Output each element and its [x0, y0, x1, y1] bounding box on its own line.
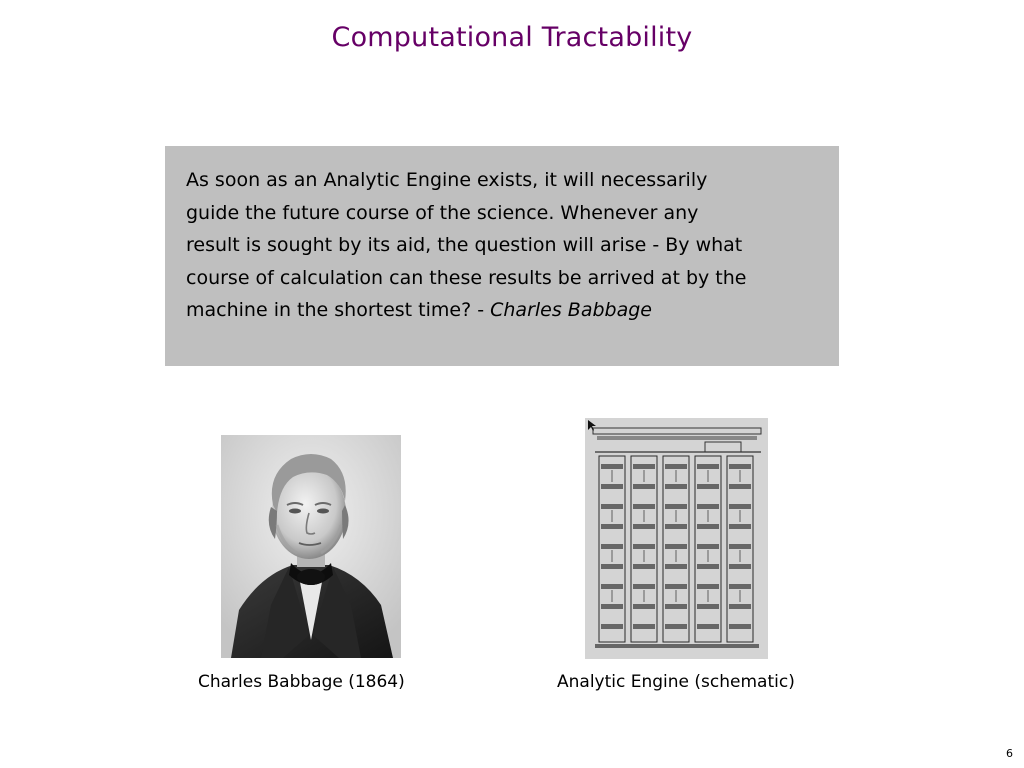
portrait-caption: Charles Babbage (1864) — [198, 672, 405, 692]
babbage-portrait-image — [221, 435, 401, 658]
quote-line: As soon as an Analytic Engine exists, it will necessarily — [186, 169, 708, 191]
engine-caption: Analytic Engine (schematic) — [557, 672, 795, 692]
quote-line: guide the future course of the science. Whenever any — [186, 201, 699, 224]
analytic-engine-drawing — [585, 418, 768, 659]
quote-line-last — [186, 294, 823, 327]
quote-line: course of calculation can these results be arrived at by the — [186, 266, 747, 289]
quote-author: Charles Babbage — [490, 299, 652, 321]
page-number: 6 — [1006, 747, 1013, 760]
quote-text — [186, 164, 823, 327]
quote-line-text: machine in the shortest time? - — [186, 299, 491, 321]
analytic-engine-schematic-image — [585, 418, 768, 659]
quote-box — [165, 146, 839, 366]
quote-line: result is sought by its aid, the question will arise - By what — [186, 234, 743, 256]
slide-title: Computational Tractability — [331, 22, 693, 53]
babbage-portrait-drawing — [221, 435, 401, 658]
